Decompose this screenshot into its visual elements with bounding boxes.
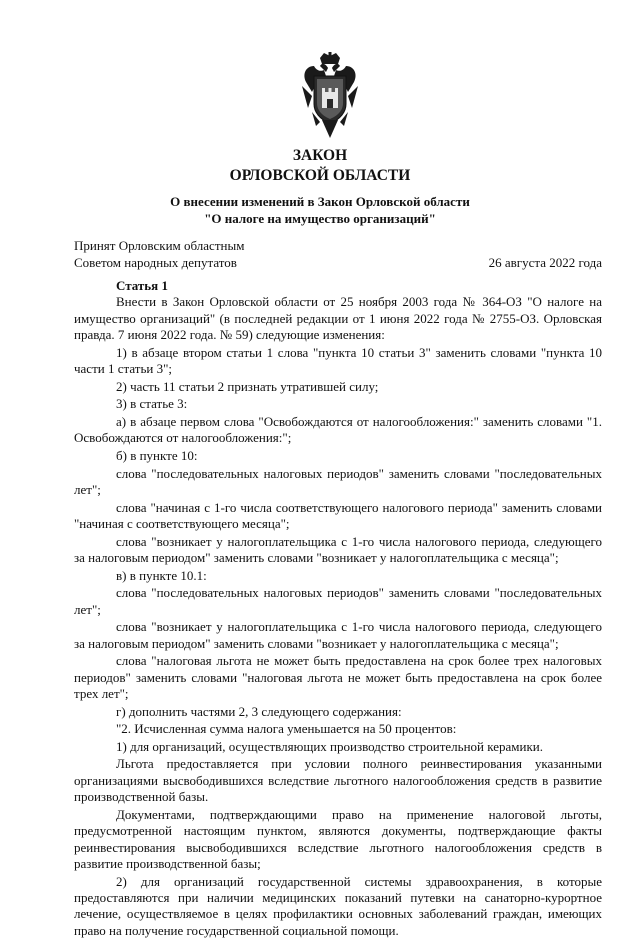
law-subject-line-1: О внесении изменений в Закон Орловской области: [170, 194, 470, 209]
law-body: [74, 278, 602, 940]
body-paragraph: 2) для организаций государственной системы здравоохранения, в которые предоставляются при наличии медицинских показаний путевки на санаторно-курортное лечение, осуществляемое в целях профилактики основных заболеваний граждан, имеющих право на получение государственной социальной помощи.: [74, 873, 602, 938]
article-heading: Статья 1: [116, 278, 168, 293]
law-title-line-1: ЗАКОН: [292, 147, 348, 164]
adoption-statement: [74, 237, 244, 271]
body-paragraph: слова "начиная с 1-го числа соответствующего налогового периода" заменить словами "начиная с соответствующего месяца";: [74, 499, 602, 531]
body-paragraph: 1) для организаций, осуществляющих производство строительной керамики.: [116, 738, 543, 754]
adoption-line-1: Принят Орловским областным: [74, 238, 245, 253]
body-paragraph: 2) часть 11 статьи 2 признать утратившей силу;: [116, 378, 379, 394]
body-paragraph: 1) в абзаце втором статьи 1 слова "пункта 10 статьи 3" заменить словами "пункта 10 части 1 статьи 3";: [74, 344, 602, 377]
body-paragraph: слова "налоговая льгота не может быть предоставлена на срок более трех налоговых периодов" заменить словами "налоговая льгота не может быть предоставлена на срок более трех лет";: [74, 653, 602, 701]
body-paragraph: слова "последовательных налоговых периодов" заменить словами "последовательных лет";: [74, 465, 602, 497]
adoption-line-2: Советом народных депутатов: [74, 255, 237, 270]
body-paragraph: Внести в Закон Орловской области от 25 ноября 2003 года № 364-ОЗ "О налоге на имущество организаций" (в последней редакции от 1 июня 2022 года № 2755-ОЗ. Орловская правда. 7 июня 2022 года. № 59) следующие изменения:: [74, 294, 602, 343]
body-paragraph: а) в абзаце первом слова "Освобождаются от налогообложения:" заменить словами "1. Освобождаются от налогообложения:";: [74, 414, 602, 446]
orel-oblast-coat-of-arms-icon: [298, 52, 362, 140]
body-paragraph: Льгота предоставляется при условии полного реинвестирования указанными организациями высвободившихся вследствие льготного налогообложения средств в развитие производственной базы.: [74, 756, 602, 805]
body-paragraph: г) дополнить частями 2, 3 следующего содержания:: [116, 703, 402, 719]
adoption-date: 26 августа 2022 года: [488, 255, 602, 270]
body-paragraph: слова "последовательных налоговых периодов" заменить словами "последовательных лет";: [74, 585, 602, 617]
body-paragraph: Документами, подтверждающими право на применение налоговой льготы, предусмотренной настоящим пунктом, являются документы, подтверждающие факты реинвестирования высвободившихся вследствие льготного налогообложения средств в развитие производственной базы;: [74, 806, 602, 871]
body-paragraph: слова "возникает у налогоплательщика с 1-го числа налогового периода, следующего за налоговым периодом" заменить словами "возникает у налогоплательщика с месяца";: [74, 533, 602, 565]
law-title-line-2: ОРЛОВСКОЙ ОБЛАСТИ: [229, 167, 411, 184]
law-subject-line-2: "О налоге на имущество организаций": [204, 211, 436, 226]
body-paragraph: слова "возникает у налогоплательщика с 1-го числа налогового периода, следующего за налоговым периодом" заменить словами "возникает у налогоплательщика с месяца";: [74, 619, 602, 651]
body-paragraph: б) в пункте 10:: [116, 448, 198, 463]
body-paragraph: 3) в статье 3:: [116, 396, 188, 412]
body-paragraph: в) в пункте 10.1:: [116, 567, 207, 583]
body-paragraph: "2. Исчисленная сумма налога уменьшается на 50 процентов:: [116, 721, 457, 737]
